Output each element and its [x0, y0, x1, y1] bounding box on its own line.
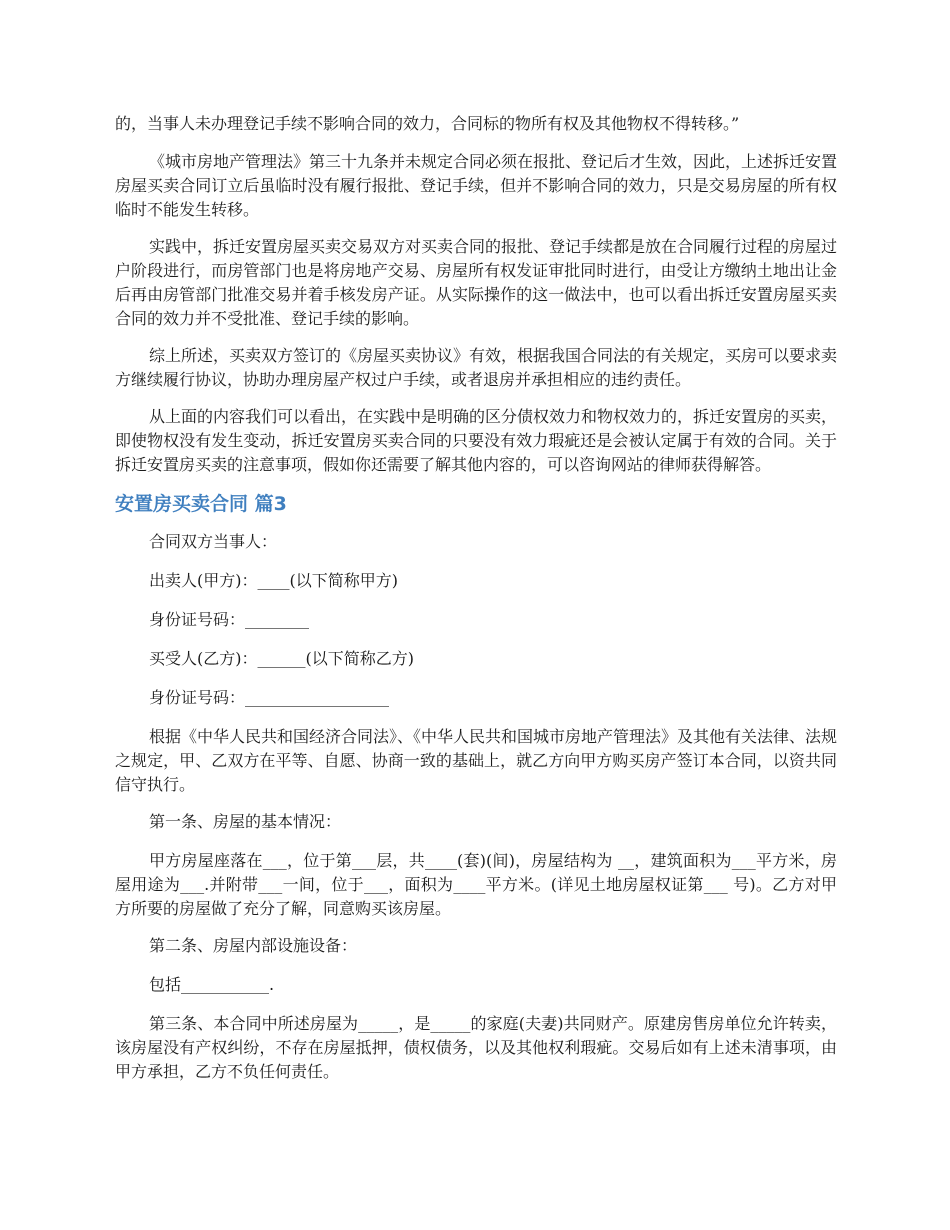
paragraph: 从上面的内容我们可以看出，在实践中是明确的区分债权效力和物权效力的，拆迁安置房的买卖，即使物权没有发生变动，拆迁安置房买卖合同的只要没有效力瑕疵还是会被认定属于有效的合同。关于拆迁安置房买卖的注意事项，假如你还需要了解其他内容的，可以咨询网站的律师获得解答。 — [115, 407, 838, 474]
paragraph: 买受人(乙方)：______(以下简称乙方) — [149, 649, 414, 668]
paragraph: 第三条、本合同中所述房屋为_____，是_____的家庭(夫妻)共同财产。原建房售房单位允许转卖，该房屋没有产权纠纷，不存在房屋抵押，债权债务，以及其他权利瑕疵。交易后如有上述未清事项，由甲方承担，乙方不负任何责任。 — [115, 1014, 837, 1081]
paragraph: 根据《中华人民共和国经济合同法》、《中华人民共和国城市房地产管理法》及其他有关法律、法规之规定，甲、乙双方在平等、自愿、协商一致的基础上，就乙方向甲方购买房产签订本合同，以资共同信守执行。 — [115, 727, 838, 794]
paragraph: 第二条、房屋内部设施设备： — [149, 936, 358, 955]
paragraph: 综上所述，买卖双方签订的《房屋买卖协议》有效，根据我国合同法的有关规定，买房可以要求卖方继续履行协议，协助办理房屋产权过户手续，或者退房并承担相应的违约责任。 — [115, 346, 838, 389]
paragraph: 包括___________. — [149, 975, 275, 994]
paragraph: 合同双方当事人： — [149, 532, 278, 551]
paragraph: 第一条、房屋的基本情况： — [149, 812, 342, 831]
document-body — [115, 112, 837, 1097]
section-heading: 安置房买卖合同 篇3 — [115, 493, 287, 515]
paragraph: 身份证号码：__________________ — [149, 688, 390, 707]
paragraph: 《城市房地产管理法》第三十九条并未规定合同必须在报批、登记后才生效，因此，上述拆迁安置房屋买卖合同订立后虽临时没有履行报批、登记手续，但并不影响合同的效力，只是交易房屋的所有权临时不能发生转移。 — [115, 152, 838, 219]
paragraph: 实践中，拆迁安置房屋买卖交易双方对买卖合同的报批、登记手续都是放在合同履行过程的房屋过户阶段进行，而房管部门也是将房地产交易、房屋所有权发证审批同时进行，由受让方缴纳土地出让金后再由房管部门批准交易并着手核发房产证。从实际操作的这一做法中，也可以看出拆迁安置房屋买卖合同的效力并不受批准、登记手续的影响。 — [115, 237, 838, 328]
paragraph: 甲方房屋座落在___，位于第___层，共____(套)(间)，房屋结构为 __，建筑面积为___平方米，房屋用途为___.并附带___一间，位于___，面积为____平方米。(详见土地房屋权证第___ 号)。乙方对甲方所要的房屋做了充分了解，同意购买该房屋。 — [115, 851, 837, 918]
paragraph: 的，当事人未办理登记手续不影响合同的效力，合同标的物所有权及其他物权不得转移。” — [115, 114, 740, 133]
paragraph: 出卖人(甲方)：____(以下简称甲方) — [149, 571, 398, 590]
paragraph: 身份证号码：________ — [149, 610, 310, 629]
